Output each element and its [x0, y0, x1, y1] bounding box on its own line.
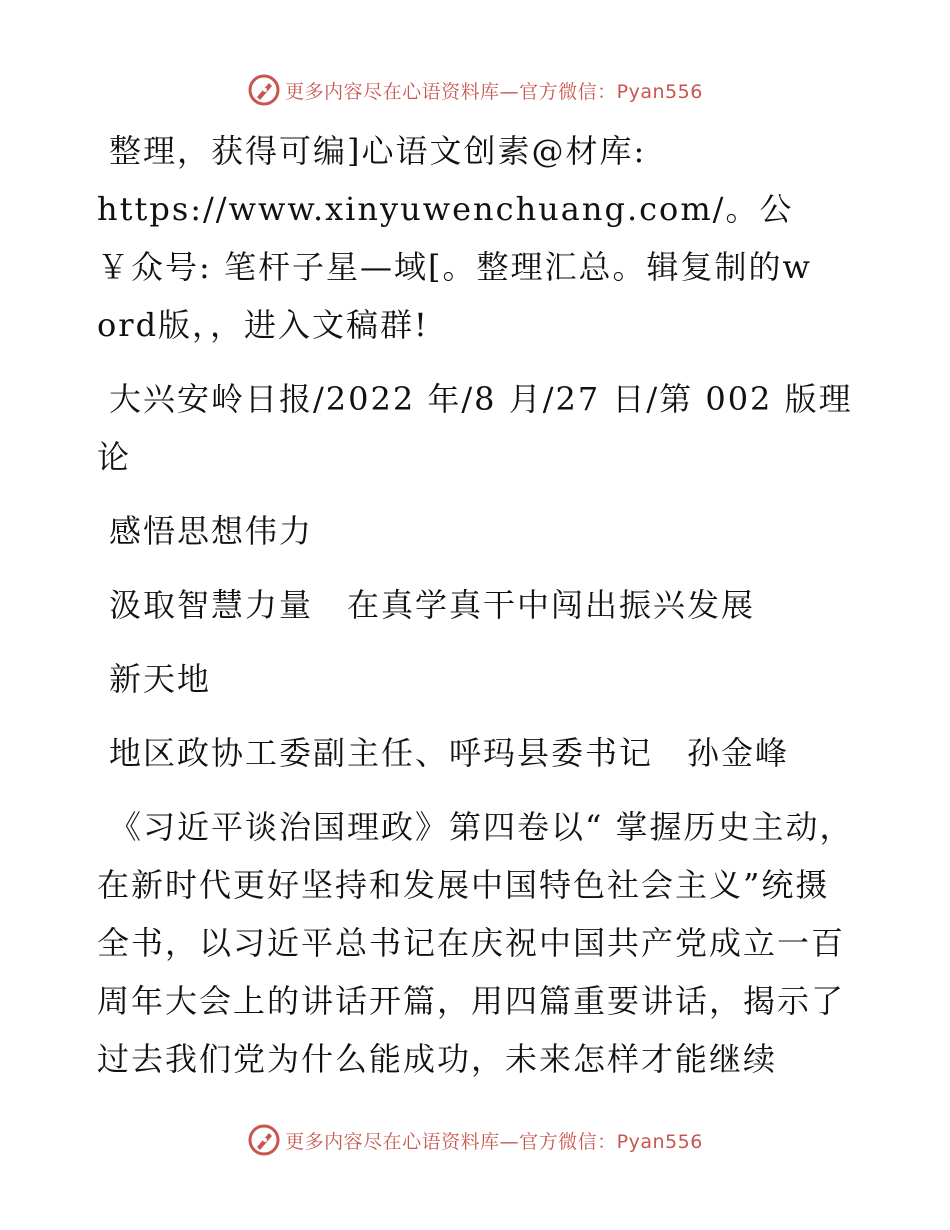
article-title-line-1: 感悟思想伟力: [109, 512, 314, 550]
pen-nib-logo-icon: [247, 1123, 281, 1157]
source-line: 大兴安岭日报/2022 年/8 月/27 日/第 002 版理论: [97, 380, 853, 476]
body-paragraph: 《习近平谈治国理政》第四卷以“ 掌握历史主动，在新时代更好坚持和发展中国特色社会主义”统摄全书，以习近平总书记在庆祝中国共产党成立一百周年大会上的讲话开篇，用四篇重要讲话，揭示了过去我们党为什么能成功，未来怎样才能继续: [97, 808, 854, 1078]
header-banner: [0, 70, 950, 110]
pen-nib-logo-icon: [247, 73, 281, 107]
article-title-line-3: 新天地: [109, 660, 212, 698]
banner-text: 更多内容尽在心语资料库—官方微信：Pyan556: [285, 1130, 703, 1153]
banner-text: 更多内容尽在心语资料库—官方微信：Pyan556: [285, 80, 703, 103]
intro-paragraph: 整理，获得可编]心语文创素@材库: https://www.xinyuwenchuang.com/。公￥众号: 笔杆子星—域[。整理汇总。辑复制的w ord版，，进入文稿群!: [97, 132, 812, 344]
footer-banner: [0, 1120, 950, 1160]
document-body: [97, 122, 857, 1088]
article-title-line-2: 汲取智慧力量 在真学真干中闯出振兴发展: [109, 586, 756, 624]
author-line: 地区政协工委副主任、呼玛县委书记 孙金峰: [109, 734, 790, 772]
